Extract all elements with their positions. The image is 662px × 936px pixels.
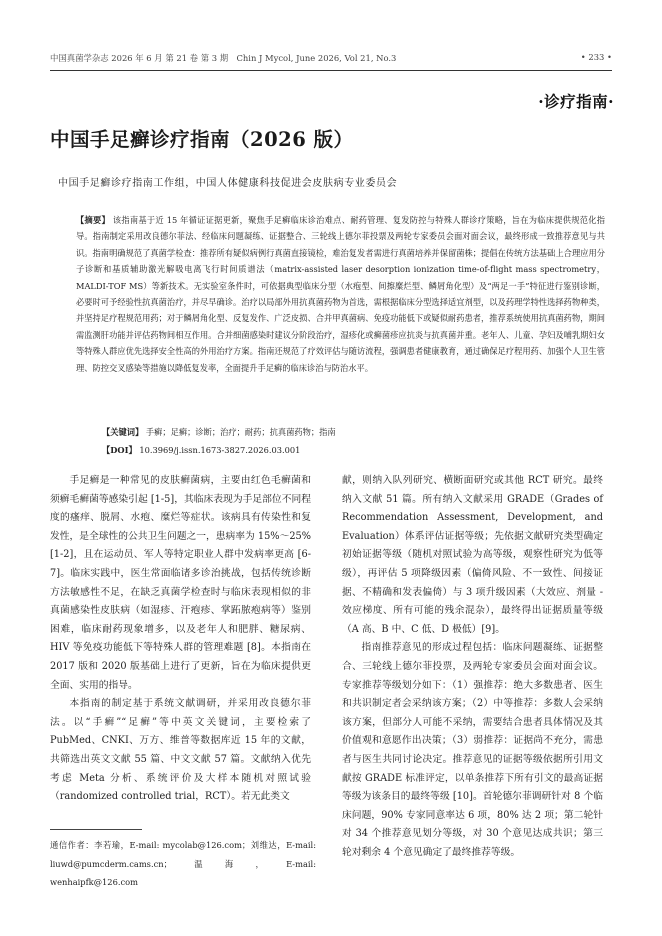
abstract-text: 该指南基于近 15 年循证证据更新，聚焦手足癣临床诊治难点、耐药管理、复发防控与特殊人群诊疗策略，旨在为临床提供规范化指导。指南制定采用改良德尔菲法、经临床问题凝练、证据整合、三轮线上德尔菲投票及两轮专家委员会面对面会议，最终形成一致推荐意见与共识。指南明确规范了真菌学检查：推荐所有疑似病例行真菌直接镜检，难治复发者需进行真菌培养并保留菌株；提倡在传统方法基础上合理应用分子诊断和基质辅助激光解吸电离飞行时间质谱法（matrix-assisted laser desorption ionization time-of-flight mass spectrometry，MALDI-TOF MS）等新技术。无实验室条件时，可依据典型临床分型（水疱型、间擦糜烂型、鳞屑角化型）及“两足一手”特征进行鉴别诊断，必要时可予经验性抗真菌治疗，并尽早确诊。治疗以局部外用抗真菌药物为首选，需根据临床分型选择适宜剂型，以及药理学特性选择药物种类，并坚持足疗程规范用药；对于鳞屑角化型、反复发作、广泛皮损、合并甲真菌病、免疫功能低下或疑似耐药患者，推荐系统使用抗真菌药物，期间需监测肝功能并评估药物间相互作用。合并细菌感染时建议分阶段治疗，湿疹化或癣菌疹应抗炎与抗真菌并重。老年人、儿童、孕妇及哺乳期妇女等特殊人群应优先选择安全性高的外用治疗方案。指南还规范了疗效评估与随访流程，强调患者健康教育，通过确保足疗程用药、加强个人卫生管理、防控交叉感染等措施以降低复发率，全面提升手足癣的临床诊治与防治水平。 [76, 215, 605, 373]
page-number: • 233 • [580, 52, 612, 62]
body-paragraph: 手足癣是一种常见的皮肤癣菌病，主要由红色毛癣菌和须癣毛癣菌等感染引起 [1-5]，其临床表现为手足部位不同程度的瘙痒、脱屑、水疱、糜烂等症状。该病具有传染性和复发性，是全球性的公共卫生问题之一，患病率为 15%～25%[1-2]，且在运动员、军人等特定职业人群中发病率更高 [6-7]。临床实践中，医生常面临诸多诊治挑战，包括传统诊断方法敏感性不足，在缺乏真菌学检查时与临床表现相似的非真菌感染性皮肤病（如湿疹、汗疱疹、掌跖脓疱病等）鉴别困难，临床耐药现象增多，以及老年人和肥胖、糖尿病、HIV 等免疫功能低下等特殊人群的管理难题 [8]。本指南在 2017 版和 2020 版基础上进行了更新，旨在为临床提供更全面、实用的指导。 [50, 475, 311, 691]
doi-link[interactable]: 10.3969/j.issn.1673-3827.2026.03.001 [139, 445, 301, 455]
keywords-label: 【关键词】 [102, 427, 144, 437]
body-column-right [342, 472, 603, 862]
running-header [50, 52, 612, 68]
body-paragraph: 本指南的制定基于系统文献调研，并采用改良德尔菲法。以“手癣”“足癣”等中英文关键词，主要检索了 PubMed、CNKI、万方、维普等数据库近 15 年的文献，共筛选出英文文献 55 篇、中文文献 57 篇。文献纳入优先考虑 Meta 分析、系统评价及大样本随机对照试验（randomized controlled trial，RCT）。若无此类文 [50, 698, 311, 803]
keywords [102, 427, 336, 438]
body-paragraph: 献，则纳入队列研究、横断面研究或其他 RCT 研究。最终纳入文献 51 篇。所有纳入文献采用 GRADE（Grades of Recommendation Assessment, Development, and Evaluation）体系评估证据等级；先依据文献研究类型确定初始证据等级（随机对照试验为高等级，观察性研究为低等级），再评估 5 项降级因素（偏倚风险、不一致性、间接证据、不精确和发表偏倚）与 3 项升级因素（大效应、剂量 - 效应梯度、所有可能的残余混杂），最终得出证据质量等级（A 高、B 中、C 低、D 极低）[9]。 [342, 475, 603, 635]
abstract-label: 【摘要】 [76, 215, 111, 225]
article-title: 中国手足癣诊疗指南（2026 版） [50, 128, 354, 151]
body-paragraph: 指南推荐意见的形成过程包括：临床问题凝练、证据整合、三轮线上德尔菲投票，及两轮专家委员会面对面会议。专家推荐等级划分如下：（1）强推荐：绝大多数患者、医生和共识制定者会采纳该方案；（2）中等推荐：多数人会采纳该方案，但部分人可能不采纳，需要结合患者具体情况及其价值观和意愿作出决策；（3）弱推荐：证据尚不充分，需患者与医生共同讨论决定。推荐意见的证据等级依据所引用文献按 GRADE 标准评定，以单条推荐下所有引文的最高证据等级为该条目的最终等级 [10]。首轮德尔菲调研针对 8 个临床问题，90% 专家同意率达 6 项，80% 达 2 项；第二轮针对 34 个推荐意见划分等级，对 30 个意见达成共识；第三轮对剩余 4 个意见确定了最终推荐等级。 [342, 642, 603, 858]
journal-info: 中国真菌学杂志 2026 年 6 月 第 21 卷 第 3 期 Chin J Mycol, June 2026, Vol 21, No.3 [50, 53, 397, 63]
correspondence-footnote: 通信作者：李若瑜，E-mail: mycolab@126.com；刘维达，E-mail: liuwd@pumcderm.cams.cn；温海，E-mail: wenhaipfk@126.com [50, 840, 316, 887]
footnote-rule [50, 829, 142, 830]
doi [102, 445, 300, 456]
keywords-text: 手癣；足癣；诊断；治疗；耐药；抗真菌药物；指南 [145, 427, 336, 437]
authors: 中国手足癣诊疗指南工作组，中国人体健康科技促进会皮肤病专业委员会 [58, 178, 398, 189]
header-rule [50, 70, 612, 71]
doi-label: 【DOI】 [102, 445, 137, 455]
body-column-left [50, 472, 311, 807]
abstract [76, 212, 605, 376]
column-title: ·诊疗指南· [538, 92, 614, 111]
